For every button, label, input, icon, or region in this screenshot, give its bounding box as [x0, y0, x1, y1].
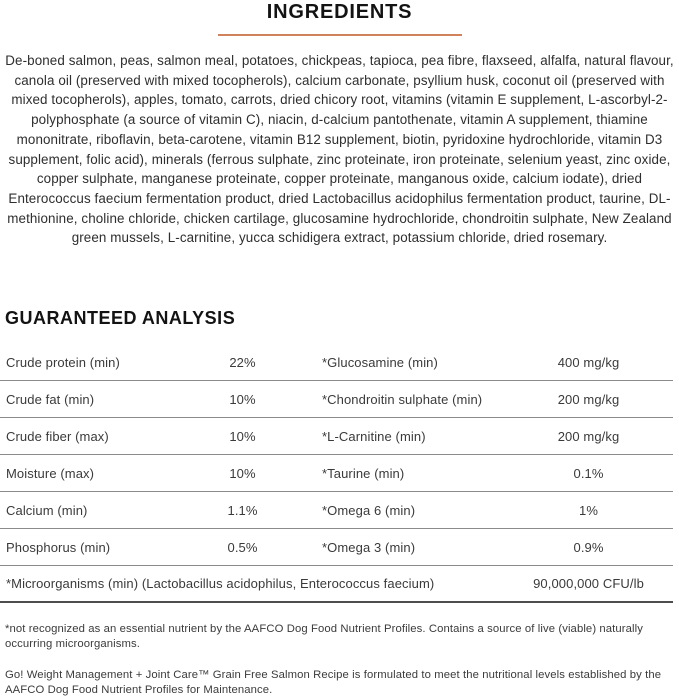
nutrient-label: *Omega 6 (min) — [322, 502, 416, 518]
table-row — [0, 381, 673, 418]
nutrient-label: Crude fat (min) — [6, 391, 95, 407]
title-divider — [218, 34, 462, 36]
nutrient-value: 1.1% — [227, 502, 258, 518]
guaranteed-analysis-table — [0, 344, 673, 603]
nutrient-value: 10% — [229, 465, 256, 481]
nutrient-value: 0.9% — [573, 539, 604, 555]
nutrient-value: 200 mg/kg — [557, 428, 620, 444]
nutrient-label: Crude protein (min) — [6, 354, 120, 370]
nutrient-value: 0.1% — [573, 465, 604, 481]
nutrient-value: 1% — [579, 502, 598, 518]
nutrient-value: 90,000,000 CFU/lb — [533, 576, 644, 592]
table-row — [0, 529, 673, 566]
ingredients-paragraph: De-boned salmon, peas, salmon meal, potatoes, chickpeas, tapioca, pea fibre, flaxseed, alfalfa, natural flavour, canola oil (preserved with mixed tocopherols), calcium carbonate, psyllium husk, coconut oil (preserved with mixed tocopherols), apples, tomato, carrots, dried chicory root, vitamins (vitamin E supplement, L-ascorbyl-2-polyphosphate (a source of vitamin C), niacin, d-calcium pantothenate, vitamin A supplement, thiamine mononitrate, riboflavin, beta-carotene, vitamin B12 supplement, biotin, pyridoxine hydrochloride, vitamin D3 supplement, folic acid), minerals (ferrous sulphate, zinc proteinate, iron proteinate, selenium yeast, zinc oxide, copper sulphate, manganese proteinate, copper proteinate, manganous oxide, calcium iodate), dried Enterococcus faecium fermentation product, dried Lactobacillus acidophilus fermentation product, taurine, DL-methionine, choline chloride, chicken cartilage, glucosamine hydrochloride, chondroitin sulphate, New Zealand green mussels, L-carnitine, yucca schidigera extract, potassium chloride, dried rosemary. — [5, 53, 674, 246]
table-row — [0, 344, 673, 381]
nutrient-label: *Chondroitin sulphate (min) — [322, 391, 483, 407]
nutrient-value: 10% — [229, 428, 256, 444]
nutrient-value: 10% — [229, 391, 256, 407]
guaranteed-analysis-title: GUARANTEED ANALYSIS — [5, 308, 236, 329]
nutrient-label: Calcium (min) — [6, 502, 88, 518]
footnote-formulation-statement: Go! Weight Management + Joint Care™ Grain Free Salmon Recipe is formulated to meet the nutritional levels established by the AAFCO Dog Food Nutrient Profiles for Maintenance. — [5, 669, 662, 697]
table-row — [0, 455, 673, 492]
footnote-aafco-asterisk: *not recognized as an essential nutrient by the AAFCO Dog Food Nutrient Profiles. Contains a source of live (viable) naturally occurring microorganisms. — [5, 623, 644, 651]
nutrient-label: *Glucosamine (min) — [322, 354, 438, 370]
table-row — [0, 492, 673, 529]
nutrient-value: 400 mg/kg — [557, 354, 620, 370]
nutrient-label: *Taurine (min) — [322, 465, 405, 481]
nutrient-label: Phosphorus (min) — [6, 539, 111, 555]
table-row — [0, 418, 673, 455]
nutrient-value: 0.5% — [227, 539, 258, 555]
table-row-microorganisms — [0, 566, 673, 603]
nutrient-label: *L-Carnitine (min) — [322, 428, 426, 444]
nutrient-label: Moisture (max) — [6, 465, 95, 481]
nutrient-value: 200 mg/kg — [557, 391, 620, 407]
nutrient-label: *Omega 3 (min) — [322, 539, 416, 555]
ingredients-title: INGREDIENTS — [266, 1, 413, 23]
nutrient-label: Crude fiber (max) — [6, 428, 109, 444]
nutrient-value: 22% — [229, 354, 256, 370]
nutrient-label: *Microorganisms (min) (Lactobacillus acidophilus, Enterococcus faecium) — [6, 576, 435, 592]
